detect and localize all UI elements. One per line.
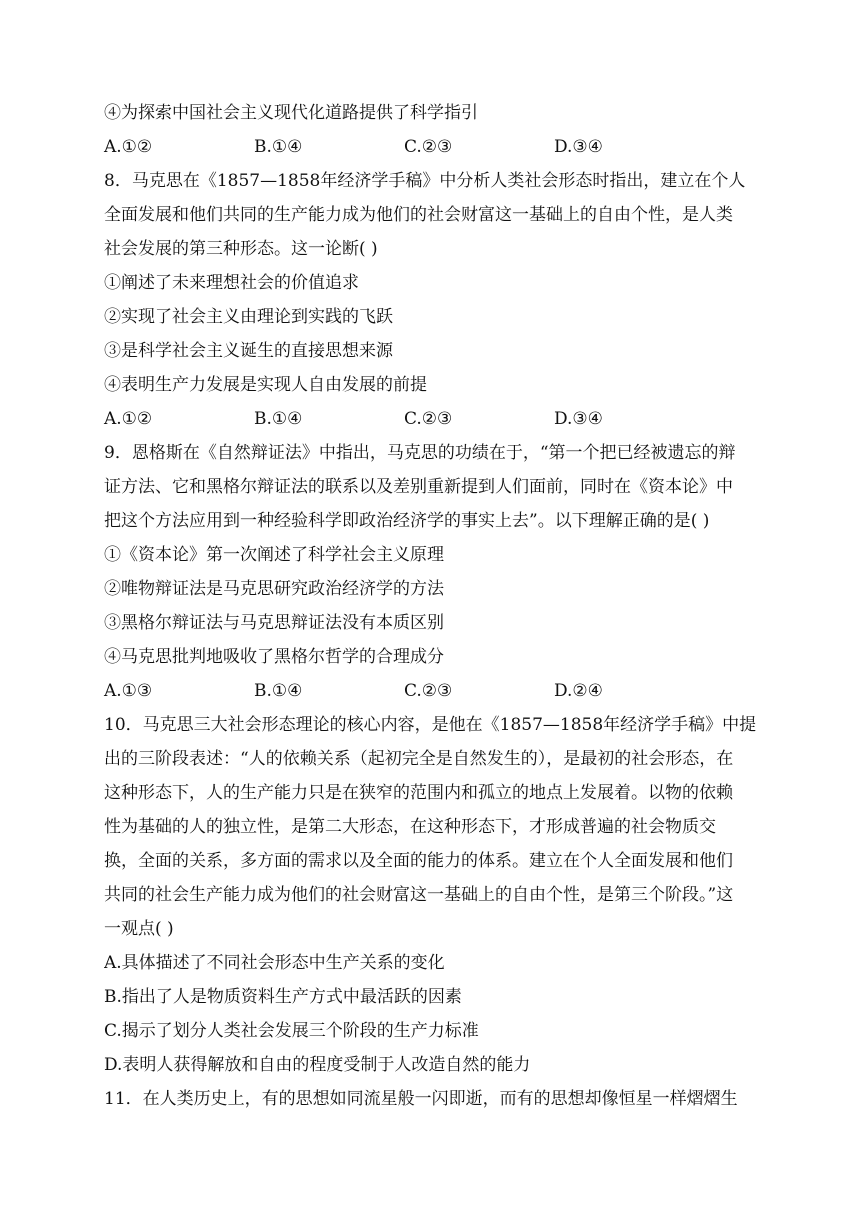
question-9-statement-4: ④马克思批判地吸收了黑格尔哲学的合理成分: [104, 647, 444, 667]
option-d: D.②④: [554, 681, 603, 701]
prev-statement-4: ④为探索中国社会主义现代化道路提供了科学指引: [104, 103, 478, 123]
question-9-stem-line: 9．恩格斯在《自然辩证法》中指出，马克思的功绩在于，“第一个把已经被遗忘的辩: [104, 443, 736, 463]
question-10-stem-line: 这种形态下，人的生产能力只是在狭窄的范围内和孤立的地点上发展着。以物的依赖: [104, 783, 733, 803]
question-10: [104, 708, 764, 1082]
option-c: C.②③: [404, 681, 453, 701]
option-c: C.②③: [404, 409, 453, 429]
option-c: C.②③: [404, 137, 453, 157]
option-b: B.①④: [254, 681, 303, 701]
exam-page: [104, 96, 764, 1116]
question-11: [104, 1082, 764, 1116]
question-10-stem-line: 换，全面的关系，多方面的需求以及全面的能力的体系。建立在个人全面发展和他们: [104, 851, 733, 871]
option-d: D.③④: [554, 137, 603, 157]
question-8-stem-line: 社会发展的第三种形态。这一论断( ): [104, 239, 378, 259]
question-9-statement-3: ③黑格尔辩证法与马克思辩证法没有本质区别: [104, 613, 444, 633]
option-b: B.①④: [254, 137, 303, 157]
question-9: [104, 436, 764, 708]
question-8-statement-2: ②实现了社会主义由理论到实践的飞跃: [104, 307, 393, 327]
question-8-options: [104, 402, 764, 436]
question-10-stem-line: 出的三阶段表述：“人的依赖关系（起初完全是自然发生的），是最初的社会形态，在: [104, 749, 734, 769]
question-10-option-d: D.表明人获得解放和自由的程度受制于人改造自然的能力: [104, 1055, 531, 1075]
question-8-statement-1: ①阐述了未来理想社会的价值追求: [104, 273, 359, 293]
question-9-stem-line: 证方法、它和黑格尔辩证法的联系以及差别重新提到人们面前，同时在《资本论》中: [104, 477, 733, 497]
question-8-statement-4: ④表明生产力发展是实现人自由发展的前提: [104, 375, 427, 395]
question-9-statement-1: ①《资本论》第一次阐述了科学社会主义原理: [104, 545, 444, 565]
question-11-stem-line: 11．在人类历史上，有的思想如同流星般一闪即逝，而有的思想却像恒星一样熠熠生: [104, 1089, 738, 1109]
option-b: B.①④: [254, 409, 303, 429]
question-8-statement-3: ③是科学社会主义诞生的直接思想来源: [104, 341, 393, 361]
question-10-option-b: B.指出了人是物质资料生产方式中最活跃的因素: [104, 987, 462, 1007]
option-a: A.①②: [104, 409, 153, 429]
question-10-stem-line: 10．马克思三大社会形态理论的核心内容，是他在《1857—1858年经济学手稿》中提: [104, 715, 757, 735]
question-10-stem-line: 一观点( ): [104, 919, 174, 939]
question-8: [104, 164, 764, 436]
question-8-stem-line: 全面发展和他们共同的生产能力成为他们的社会财富这一基础上的自由个性，是人类: [104, 205, 733, 225]
question-10-option-a: A.具体描述了不同社会形态中生产关系的变化: [104, 953, 445, 973]
option-a: A.①②: [104, 137, 153, 157]
question-9-options: [104, 674, 764, 708]
question-9-stem-line: 把这个方法应用到一种经验科学即政治经济学的事实上去”。以下理解正确的是( ): [104, 511, 710, 531]
option-d: D.③④: [554, 409, 603, 429]
question-10-stem-line: 共同的社会生产能力成为他们的社会财富这一基础上的自由个性，是第三个阶段。”这: [104, 885, 734, 905]
question-10-option-c: C.揭示了划分人类社会发展三个阶段的生产力标准: [104, 1021, 479, 1041]
question-8-stem-line: 8．马克思在《1857—1858年经济学手稿》中分析人类社会形态时指出，建立在个人: [104, 171, 746, 191]
question-10-stem-line: 性为基础的人的独立性，是第二大形态，在这种形态下，才形成普遍的社会物质交: [104, 817, 716, 837]
question-9-statement-2: ②唯物辩证法是马克思研究政治经济学的方法: [104, 579, 444, 599]
prev-options: [104, 130, 764, 164]
option-a: A.①③: [104, 681, 153, 701]
